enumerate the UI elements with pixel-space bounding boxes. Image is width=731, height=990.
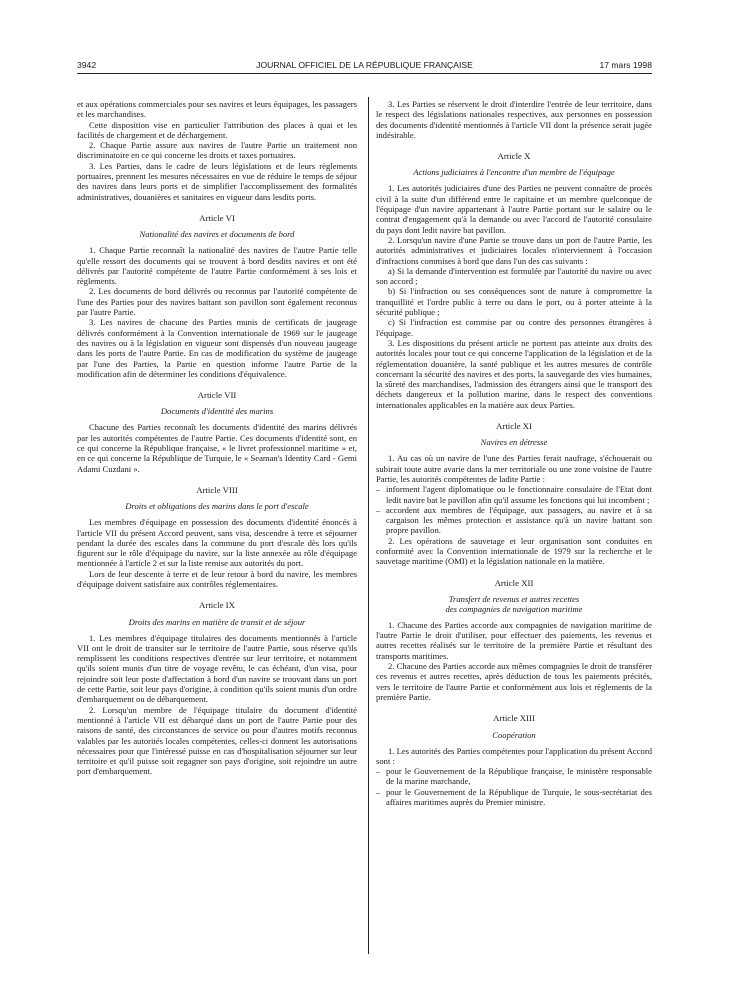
issue-date: 17 mars 1998 (599, 60, 652, 70)
right-column (376, 99, 652, 807)
article-title-line: des compagnies de navigation maritime (445, 603, 583, 614)
left-column (77, 99, 357, 777)
list-item: – informent l'agent diplomatique ou le fonctionnaire consulaire de l'Etat dont ledit navire bat le pavillon afin qu'il assume les fonctions qui lui incombent ; (376, 484, 652, 505)
article-heading: Article VII (197, 390, 237, 401)
paragraph: 3. Les dispositions du présent article ne portent pas atteinte aux droits des autorités locales pour tout ce qui concerne l'application de la législation et de la réglementation douanière, la santé publique et les autres mesures de contrôle concernant la sécurité des navires et des ports, la sauvegarde des vies humaines, la sûreté des marchandises, l'admission des étrangers ainsi que le transport des déchets dangereux et la pollution marine, dans le respect des conventions internationales applicables en la matière aux deux Parties. (376, 337, 652, 410)
paragraph: et aux opérations commerciales pour ses navires et leurs équipages, les passagers et les marchandises. (77, 99, 357, 120)
article-heading: Article XIII (493, 713, 535, 724)
paragraph: 2. Chaque Partie assure aux navires de l'autre Partie un traitement non discriminatoire en ce qui concerne les droits et taxes portuaires. (77, 140, 357, 161)
article-title: Droits des marins en matière de transit et de séjour (128, 616, 306, 627)
page-number: 3942 (77, 60, 97, 70)
paragraph: b) Si l'infraction ou ses conséquences sont de nature à compromettre la tranquillité et l'ordre public à terre ou dans le port, ou à porter atteinte à la sécurité publique ; (376, 286, 652, 318)
article-title: Droits et obligations des marins dans le port d'escale (125, 501, 309, 512)
paragraph: 1. Chacune des Parties accorde aux compagnies de navigation maritime de l'autre Partie le droit d'utiliser, pour effectuer des paiements, les revenus et autres recettes réalisés sur le territoire de la première Partie et résultant des transports maritimes. (376, 619, 652, 661)
list-item: – accordent aux membres de l'équipage, aux passagers, au navire et à sa cargaison les mêmes protection et assistance qu'à un navire battant son propre pavillon. (376, 505, 652, 536)
paragraph: 2. Lorsqu'un navire d'une Partie se trouve dans un port de l'autre Partie, les autorités administratives et judiciaires locales n'interviennent à l'occasion d'infractions commises à bord que dans l'un des cas suivants : (376, 234, 652, 266)
paragraph: Les membres d'équipage en possession des documents d'identité énoncés à l'article VII du présent Accord peuvent, sans visa, descendre à terre et séjourner pendant la durée des escales dans la commune du port d'escale dès lors qu'ils figurent sur le rôle d'équipage du navire, sur la liste annexée au rôle d'équipage mentionnée à l'article 2 et sur la liste remise aux autorités du port. (77, 517, 357, 569)
paragraph: a) Si la demande d'intervention est formulée par l'autorité du navire ou avec son accord ; (376, 265, 652, 287)
paragraph: c) Si l'infraction est commise par ou contre des personnes étrangères à l'équipage. (376, 317, 652, 338)
paragraph: 2. Lorsqu'un membre de l'équipage titulaire du document d'identité mentionné à l'article VII est débarqué dans un port de l'autre Partie pour des raisons de santé, des circonstances de service ou pour d'autres motifs reconnus valables par les autorités locales compétentes, celles-ci donnent les autorisations nécessaires pour que l'intéressé puisse en cas d'hospitalisation séjourner sur leur territoire et qu'il puisse soit regagner son pays d'origine, soit rejoindre un autre port d'embarquement. (77, 704, 357, 777)
page-header (77, 60, 652, 74)
article-title: Documents d'identité des marins (160, 406, 274, 417)
journal-title: JOURNAL OFFICIEL DE LA RÉPUBLIQUE FRANÇAISE (256, 60, 473, 70)
article-heading: Article IX (199, 600, 235, 611)
article-title: Nationalité des navires et documents de bord (139, 229, 295, 240)
paragraph: Chacune des Parties reconnaît les documents d'identité des marins délivrés par les autorités compétentes de l'autre Partie. Ces documents d'identité sont, en ce qui concerne la République française, « le livret professionnel maritime » et, en ce qui concerne la République de Turquie, le « Seaman's Identity Card - Gemi Adami Cuzdani ». (77, 422, 357, 474)
article-heading: Article XII (494, 577, 534, 588)
paragraph: 2. Chacune des Parties accorde aux mêmes compagnies le droit de transférer ces revenus et autres recettes, après déduction de tous les paiements précités, vers le territoire de l'autre Partie et conformément aux lois et règlements de la première Partie. (376, 661, 652, 702)
list-item: – pour le Gouvernement de la République française, le ministère responsable de la marine marchande, (376, 766, 652, 787)
article-heading: Article X (497, 151, 531, 162)
paragraph: 1. Chaque Partie reconnaît la nationalité des navires de l'autre Partie telle qu'elle ressort des documents qui se trouvent à bord desdits navires et ont été délivrés par l'autorité compétente de l'autre Partie conformément à ses lois et règlements. (77, 245, 357, 287)
paragraph: 3. Les Parties, dans le cadre de leurs législations et de leurs règlements portuaires, prennent les mesures nécessaires en vue de réduire le temps de séjour des navires dans leurs ports et de simplifier l'accomplissement des formalités administratives, douanières et sanitaires en vigueur dans lesdits ports. (77, 160, 357, 202)
article-title: Navires en détresse (480, 437, 548, 448)
paragraph: 1. Les autorités des Parties compétentes pour l'application du présent Accord sont : (376, 745, 652, 766)
paragraph: Lors de leur descente à terre et de leur retour à bord du navire, les membres d'équipage doivent satisfaire aux contrôles réglementaires. (77, 568, 357, 589)
paragraph: 1. Les membres d'équipage titulaires des documents mentionnés à l'article VII ont le droit de transiter sur le territoire de l'autre Partie, sous réserve qu'ils remplissent les conditions respectives d'entrée sur leur territoire, et notamment qu'ils soient munis d'un titre de voyage revêtu, le cas échéant, d'un visa, pour rejoindre soit leur poste d'affectation à bord d'un navire se trouvant dans un port de cette Partie, soit leur pays d'origine, à condition qu'ils soient munis d'un ordre d'embarquement ou de débarquement. (77, 632, 357, 705)
paragraph: 2. Les documents de bord délivrés ou reconnus par l'autorité compétente de l'une des Parties pour des navires battant son pavillon sont également reconnus par l'autre Partie. (77, 286, 357, 318)
article-title-line: Transfert de revenus et autres recettes (448, 593, 580, 604)
article-heading: Article VIII (196, 484, 238, 495)
article-heading: Article VI (199, 212, 235, 223)
paragraph: 3. Les Parties se réservent le droit d'interdire l'entrée de leur territoire, dans le respect des législations nationales respectives, aux personnes en possession des documents d'identité mentionnés à l'article VII dont la présence serait jugée indésirable. (376, 99, 652, 140)
paragraph: 3. Les navires de chacune des Parties munis de certificats de jaugeage délivrés conformément à la Convention internationale de 1969 sur le jaugeage des navires ou à la législation en vigueur sont dispensés d'un nouveau jaugeage dans les ports de l'autre Partie. En cas de modification du système de jaugeage par l'une des Parties, la Partie en question informe l'autre Partie de la modification afin de déterminer les conditions d'équivalence. (77, 317, 357, 379)
paragraph: Cette disposition vise en particulier l'attribution des places à quai et les facilités de chargement et de déchargement. (77, 119, 357, 140)
paragraph: 1. Les autorités judiciaires d'une des Parties ne peuvent connaître de procès civil à la suite d'un différend entre le capitaine et un membre quelconque de l'équipage d'un navire appartenant à l'autre Partie portant sur le salaire ou le contrat d'engagement qu'à la demande ou avec l'accord de l'autorité consulaire du pays dont ledit navire bat pavillon. (376, 183, 652, 235)
article-title (376, 594, 652, 614)
column-divider (368, 97, 369, 954)
article-heading: Article XI (496, 421, 532, 432)
paragraph: 1. Au cas où un navire de l'une des Parties ferait naufrage, s'échouerait ou subirait toute autre avarie dans la mer territoriale ou une zone voisine de l'autre Partie, les autorités compétentes de ladite Partie : (376, 453, 652, 484)
article-title: Coopération (492, 729, 536, 740)
article-title: Actions judiciaires à l'encontre d'un membre de l'équipage (413, 167, 615, 178)
paragraph: 2. Les opérations de sauvetage et leur organisation sont conduites en conformité avec la Convention internationale de 1979 sur la recherche et le sauvetage maritime (OMI) et la législation nationale en la matière. (376, 535, 652, 567)
list-item: – pour le Gouvernement de la République de Turquie, le sous-secrétariat des affaires maritimes auprès du Premier ministre. (376, 787, 652, 808)
header-rule (77, 73, 652, 74)
